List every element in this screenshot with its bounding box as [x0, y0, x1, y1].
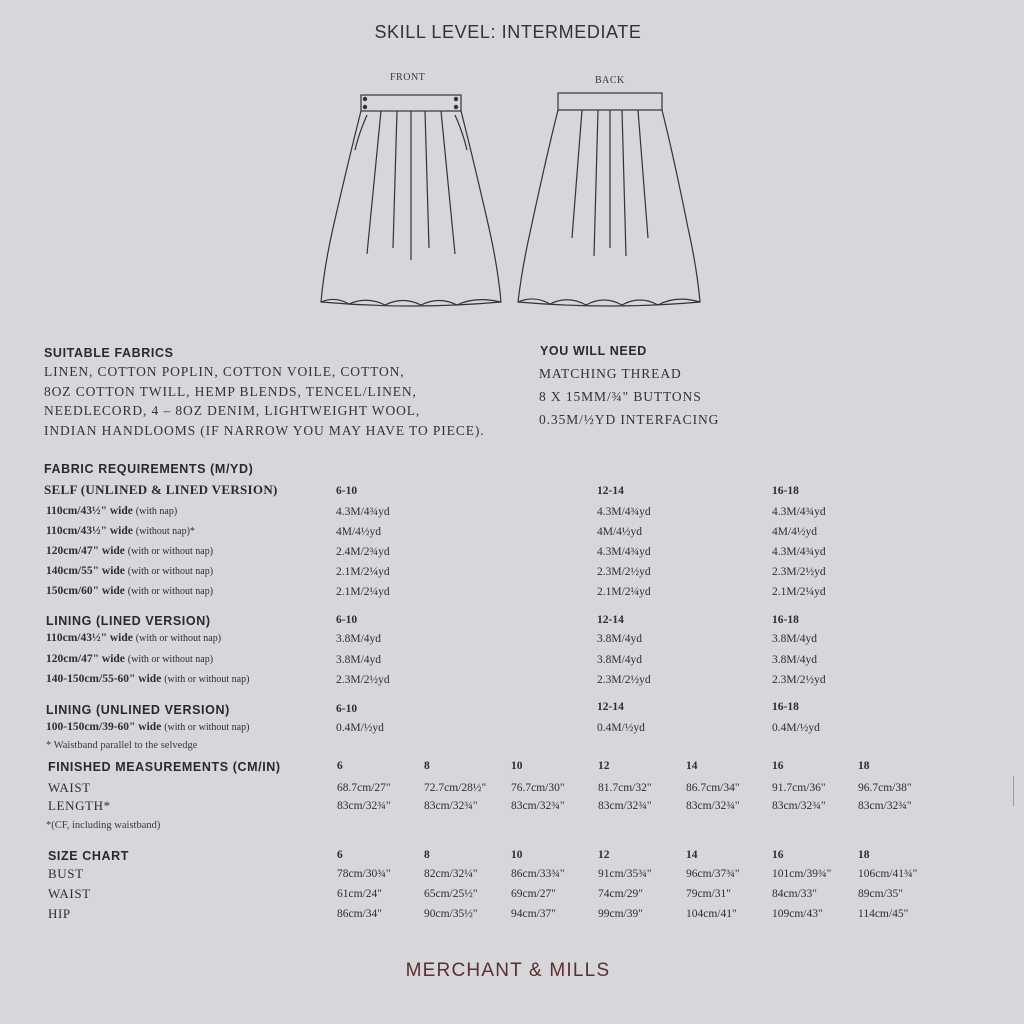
measurement-value: 83cm/32¾"	[511, 800, 565, 812]
size-header: 18	[858, 760, 870, 772]
notion-item: 8 X 15MM/¾" BUTTONS	[539, 389, 702, 404]
nap-note: (with or without nap)	[127, 654, 214, 665]
front-skirt-illustration	[315, 88, 507, 310]
fabric-width-row-label	[46, 505, 177, 517]
brand-logo-text: MERCHANT & MILLS	[405, 960, 611, 981]
measurement-value: 83cm/32¾"	[598, 800, 652, 812]
suitable-fabrics-heading: SUITABLE FABRICS	[44, 346, 174, 360]
nap-note: (with or without nap)	[135, 633, 222, 644]
fabric-requirements-heading: FABRIC REQUIREMENTS (M/YD)	[44, 462, 254, 476]
size-header: 10	[511, 760, 523, 772]
yardage-value: 4.3M/4¾yd	[597, 506, 651, 518]
fabric-line: 8OZ COTTON TWILL, HEMP BLENDS, TENCEL/LINEN,	[44, 383, 417, 399]
yardage-value: 0.4M/½yd	[597, 722, 645, 734]
fabric-width: 150cm/60" wide	[46, 585, 125, 597]
yardage-value: 4.3M/4¾yd	[597, 546, 651, 558]
unlined-size-12-14: 12-14	[597, 701, 624, 713]
fabric-width: 110cm/43½" wide	[46, 525, 133, 537]
size-header: 6	[337, 849, 343, 861]
size-header: 8	[424, 760, 430, 772]
measurement-value: 99cm/39"	[598, 908, 643, 920]
size-header: 12	[598, 849, 610, 861]
fabric-width-row-label	[46, 653, 213, 665]
measurement-value: 78cm/30¾"	[337, 868, 391, 880]
measurement-value: 76.7cm/30"	[511, 782, 565, 794]
yardage-value: 3.8M/4yd	[597, 654, 643, 666]
measurement-value: 83cm/32¾"	[772, 800, 826, 812]
measurement-value: 74cm/29"	[598, 888, 643, 900]
measurement-value: 86cm/33¾"	[511, 868, 565, 880]
fabric-width-row-label	[46, 673, 249, 685]
yardage-value: 2.1M/2¼yd	[336, 586, 390, 598]
measurement-value: 94cm/37"	[511, 908, 556, 920]
waistband-footnote: * Waistband parallel to the selvedge	[46, 740, 198, 751]
measurement-label: WAIST	[48, 780, 91, 795]
yardage-value: 2.1M/2¼yd	[772, 586, 826, 598]
fabric-line: NEEDLECORD, 4 – 8OZ DENIM, LIGHTWEIGHT WOOL,	[44, 403, 421, 418]
fabric-width: 100-150cm/39-60" wide	[46, 721, 162, 733]
lining-lined-title: LINING (LINED VERSION)	[46, 614, 211, 628]
fabric-width: 120cm/47" wide	[46, 653, 125, 665]
measurement-value: 68.7cm/27"	[337, 782, 391, 794]
size-header: 12	[598, 760, 610, 772]
nap-note: (with nap)	[135, 506, 178, 517]
yardage-value: 4M/4½yd	[772, 526, 818, 538]
yardage-value: 2.3M/2½yd	[597, 566, 651, 578]
yardage-value: 3.8M/4yd	[336, 654, 382, 666]
measurement-value: 79cm/31"	[686, 888, 731, 900]
suitable-fabrics-text	[44, 362, 485, 440]
measurement-value: 91.7cm/36"	[772, 782, 826, 794]
measurement-label: LENGTH*	[48, 798, 111, 813]
fabric-line: INDIAN HANDLOOMS (IF NARROW YOU MAY HAVE TO PIECE).	[44, 422, 485, 438]
nap-note: (with or without nap)	[127, 586, 214, 597]
yardage-value: 2.3M/2½yd	[772, 674, 826, 686]
measurement-value: 84cm/33"	[772, 888, 817, 900]
measurement-label: HIP	[48, 906, 71, 921]
lined-size-16-18: 16-18	[772, 614, 799, 626]
measurement-value: 81.7cm/32"	[598, 782, 652, 794]
measurement-value: 91cm/35¾"	[598, 868, 652, 880]
yardage-value: 3.8M/4yd	[772, 654, 818, 666]
measurement-value: 104cm/41"	[686, 908, 737, 920]
measurement-value: 65cm/25½"	[424, 888, 478, 900]
yardage-value: 3.8M/4yd	[597, 633, 643, 645]
fabric-width-row-label	[46, 545, 213, 557]
notion-item: 0.35M/½YD INTERFACING	[539, 412, 720, 427]
yardage-value: 2.3M/2½yd	[597, 674, 651, 686]
measurement-value: 83cm/32¾"	[337, 800, 391, 812]
measurement-value: 72.7cm/28½"	[424, 782, 487, 794]
self-section-title: SELF (UNLINED & LINED VERSION)	[44, 482, 278, 497]
yardage-value: 4.3M/4¾yd	[336, 506, 390, 518]
measurement-value: 90cm/35½"	[424, 908, 478, 920]
measurement-value: 89cm/35"	[858, 888, 903, 900]
nap-note: (without nap)*	[135, 526, 195, 537]
measurement-value: 83cm/32¾"	[424, 800, 478, 812]
yardage-value: 2.1M/2¼yd	[597, 586, 651, 598]
nap-note: (with or without nap)	[127, 546, 214, 557]
measurement-value: 96cm/37¾"	[686, 868, 740, 880]
you-will-need-heading: YOU WILL NEED	[540, 344, 647, 358]
yardage-value: 3.8M/4yd	[772, 633, 818, 645]
measurement-value: 69cm/27"	[511, 888, 556, 900]
back-skirt-illustration	[514, 88, 706, 310]
yardage-value: 3.8M/4yd	[336, 633, 382, 645]
size-chart-heading: SIZE CHART	[48, 849, 129, 863]
fabric-width: 140-150cm/55-60" wide	[46, 673, 162, 685]
skill-level-title: SKILL LEVEL: INTERMEDIATE	[374, 22, 642, 42]
size-header: 18	[858, 849, 870, 861]
self-size-16-18: 16-18	[772, 485, 799, 497]
fabric-width: 140cm/55" wide	[46, 565, 125, 577]
measurement-value: 61cm/24"	[337, 888, 382, 900]
lining-unlined-title: LINING (UNLINED VERSION)	[46, 703, 230, 717]
fabric-width-row-label	[46, 585, 213, 597]
yardage-value: 2.3M/2½yd	[772, 566, 826, 578]
edge-mark	[1013, 776, 1014, 806]
size-header: 8	[424, 849, 430, 861]
self-size-6-10: 6-10	[336, 485, 358, 497]
fabric-width: 120cm/47" wide	[46, 545, 125, 557]
measurement-value: 83cm/32¾"	[686, 800, 740, 812]
measurement-value: 86.7cm/34"	[686, 782, 740, 794]
yardage-value: 4M/4½yd	[597, 526, 643, 538]
unlined-size-6-10: 6-10	[336, 703, 358, 715]
length-footnote: *(CF, including waistband)	[46, 820, 161, 831]
unlined-size-16-18: 16-18	[772, 701, 799, 713]
measurement-label: BUST	[48, 866, 84, 881]
self-size-12-14: 12-14	[597, 485, 624, 497]
nap-note: (with or without nap)	[164, 674, 250, 685]
yardage-value: 2.1M/2¼yd	[336, 566, 390, 578]
notion-item: MATCHING THREAD	[539, 366, 682, 381]
yardage-value: 2.3M/2½yd	[336, 674, 390, 686]
fabric-width: 110cm/43½" wide	[46, 632, 133, 644]
yardage-value: 0.4M/½yd	[336, 722, 384, 734]
measurement-value: 114cm/45"	[858, 908, 909, 920]
size-header: 16	[772, 849, 784, 861]
lined-size-12-14: 12-14	[597, 614, 624, 626]
finished-measurements-heading: FINISHED MEASUREMENTS (CM/IN)	[48, 760, 281, 774]
fabric-width-row-label	[46, 632, 221, 644]
fabric-width: 110cm/43½" wide	[46, 505, 133, 517]
size-header: 14	[686, 849, 698, 861]
fabric-width-row-label	[46, 721, 249, 733]
size-header: 14	[686, 760, 698, 772]
lined-size-6-10: 6-10	[336, 614, 358, 626]
size-header: 6	[337, 760, 343, 772]
fabric-line: LINEN, COTTON POPLIN, COTTON VOILE, COTTON,	[44, 364, 405, 379]
yardage-value: 4.3M/4¾yd	[772, 546, 826, 558]
yardage-value: 4.3M/4¾yd	[772, 506, 826, 518]
measurement-label: WAIST	[48, 886, 91, 901]
size-header: 10	[511, 849, 523, 861]
yardage-value: 2.4M/2¾yd	[336, 546, 390, 558]
measurement-value: 83cm/32¾"	[858, 800, 912, 812]
nap-note: (with or without nap)	[127, 566, 214, 577]
measurement-value: 86cm/34"	[337, 908, 382, 920]
fabric-width-row-label	[46, 565, 213, 577]
size-header: 16	[772, 760, 784, 772]
measurement-value: 101cm/39¾"	[772, 868, 832, 880]
fabric-width-row-label	[46, 525, 195, 537]
notions-list	[539, 362, 719, 431]
front-view-label: FRONT	[390, 72, 426, 83]
back-view-label: BACK	[595, 75, 625, 86]
yardage-value: 0.4M/½yd	[772, 722, 820, 734]
measurement-value: 96.7cm/38"	[858, 782, 912, 794]
yardage-value: 4M/4½yd	[336, 526, 382, 538]
measurement-value: 82cm/32¼"	[424, 868, 478, 880]
measurement-value: 109cm/43"	[772, 908, 823, 920]
measurement-value: 106cm/41¾"	[858, 868, 918, 880]
nap-note: (with or without nap)	[164, 722, 250, 733]
